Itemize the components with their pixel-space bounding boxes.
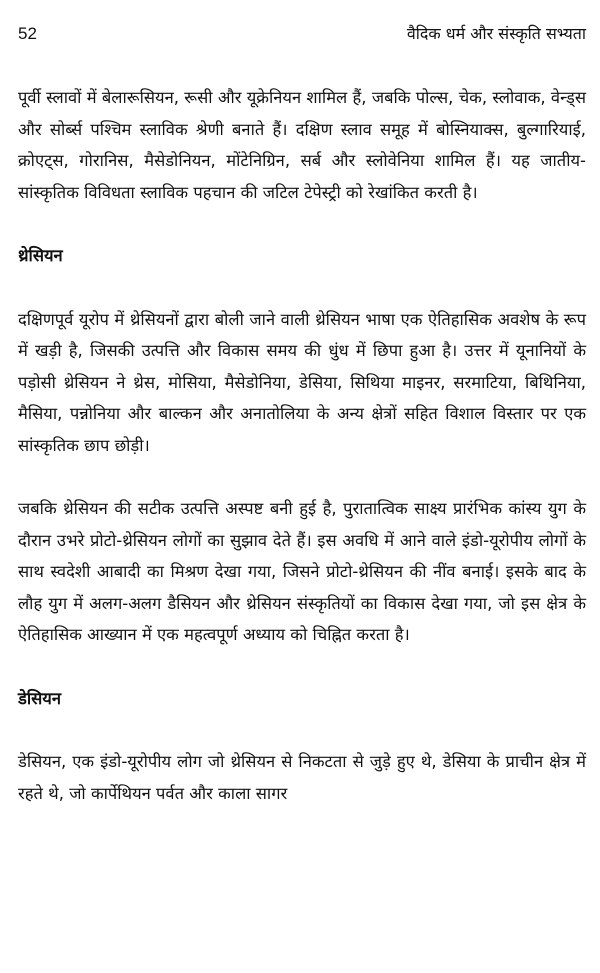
paragraph-thracian-origins: जबकि थ्रेसियन की सटीक उत्पत्ति अस्पष्ट बनी हुई है, पुरातात्विक साक्ष्य प्रारंभिक कांस्य युग के दौरान उभरे प्रोटो-थ्रेसियन लोगों का सुझाव देते हैं। इस अवधि में आने वाले इंडो-यूरोपीय लोगों के साथ स्वदेशी आबादी का मिश्रण देखा गया, जिसने प्रोटो-थ्रेसियन की नींव बनाई। इसके बाद के लौह युग में अलग-अलग डैसियन और थ्रेसियन संस्कृतियों का विकास देखा गया, जो इस क्षेत्र के ऐतिहासिक आख्यान में एक महत्वपूर्ण अध्याय को चिह्नित करता है। [18, 499, 586, 644]
section-heading-dacian: डेसियन [18, 688, 61, 708]
running-header [18, 22, 586, 46]
paragraph-dacian: डेसियन, एक इंडो-यूरोपीय लोग जो थ्रेसियन से निकटता से जुड़े हुए थे, डेसिया के प्राचीन क्षेत्र में रहते थे, जो कार्पेथियन पर्वत और काला सागर [18, 752, 586, 803]
paragraph-slavic-groups: पूर्वी स्लावों में बेलारूसियन, रूसी और यूक्रेनियन शामिल हैं, जबकि पोल्स, चेक, स्लोवाक, वेन्ड्स और सोर्ब्स पश्चिम स्लाविक श्रेणी बनाते हैं। दक्षिण स्लाव समूह में बोस्नियाक्स, बुल्गारियाई, क्रोएट्स, गोरानिस, मैसेडोनियन, मोंटेनिग्रिन, सर्ब और स्लोवेनिया शामिल हैं। यह जातीय-सांस्कृतिक विविधता स्लाविक पहचान की जटिल टेपेस्ट्री को रेखांकित करती है। [18, 88, 586, 202]
paragraph-thracian-language: दक्षिणपूर्व यूरोप में थ्रेसियनों द्वारा बोली जाने वाली थ्रेसियन भाषा एक ऐतिहासिक अवशेष के रूप में खड़ी है, जिसकी उत्पत्ति और विकास समय की धुंध में छिपा हुआ है। उत्तर में यूनानियों के पड़ोसी थ्रेसियन ने थ्रेस, मोसिया, मैसेडोनिया, डेसिया, सिथिया माइनर, सरमाटिया, बिथिनिया, मैसिया, पन्नोनिया और बाल्कन और अनातोलिया के अन्य क्षेत्रों सहित विशाल विस्तार पर एक सांस्कृतिक छाप छोड़ी। [18, 309, 586, 455]
page-number: 52 [18, 24, 37, 43]
book-title: वैदिक धर्म और संस्कृति सभ्यता [406, 24, 586, 43]
section-heading-thracian: थ्रेसियन [18, 246, 63, 265]
body-text [18, 82, 586, 809]
